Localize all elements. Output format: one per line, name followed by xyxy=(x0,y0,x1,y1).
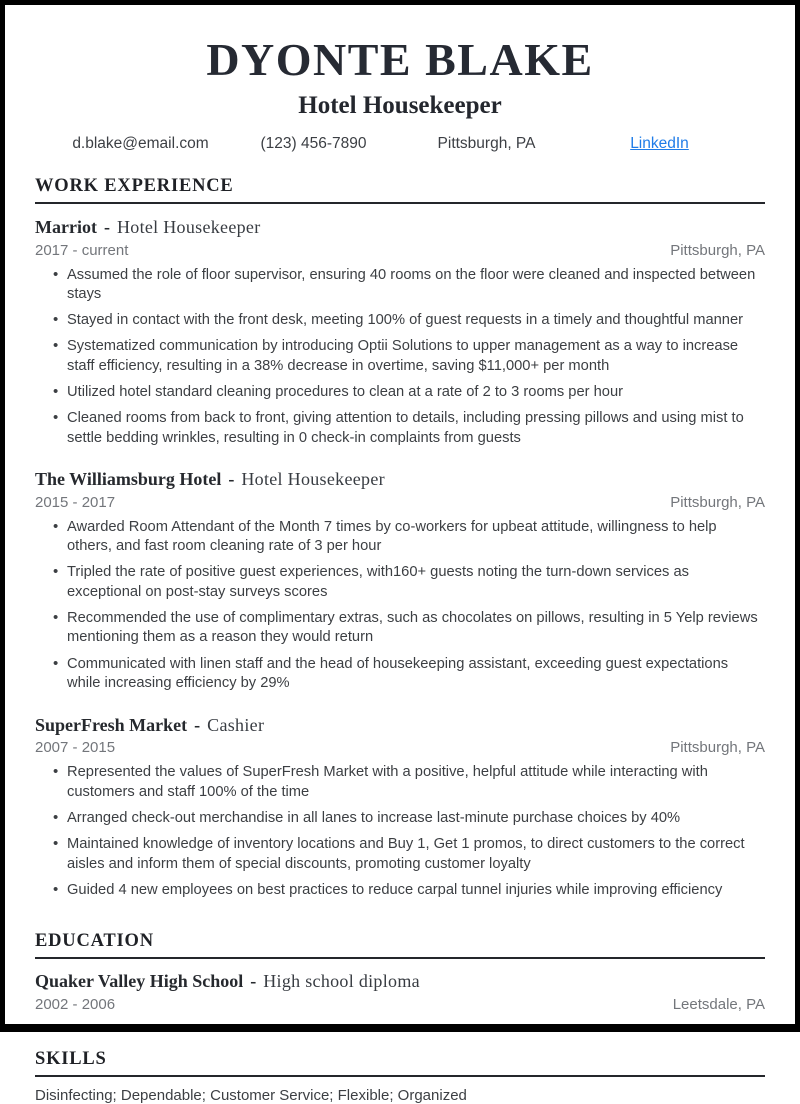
contact-linkedin xyxy=(573,135,746,153)
job-location: Pittsburgh, PA xyxy=(670,739,765,757)
bullet-item: • Stayed in contact with the front desk, meeting 100% of guest requests in a timely and thoughtful manner xyxy=(35,311,765,331)
bullet-item: • Maintained knowledge of inventory locations and Buy 1, Get 1 promos, to direct customers to the correct aisles and inform them of special discounts, promoting customer loyalty xyxy=(35,835,765,874)
bullet-item: • Assumed the role of floor supervisor, ensuring 40 rooms on the floor were cleaned and inspected between stays xyxy=(35,266,765,305)
bullet-item: • Awarded Room Attendant of the Month 7 times by co-workers for upbeat attitude, willingness to help others, and fast room cleaning rate of 3 per hour xyxy=(35,518,765,557)
job-entry-williamsburg-hotel xyxy=(35,469,765,694)
education-meta-row xyxy=(35,996,765,1013)
resume-header xyxy=(35,34,765,153)
title-separator: - xyxy=(194,714,201,735)
company-name: Marriot xyxy=(35,217,97,237)
bullet-item: • Represented the values of SuperFresh Market with a positive, helpful attitude while interacting with customers and staff 100% of the time xyxy=(35,763,765,802)
contact-email: d.blake@email.com xyxy=(72,135,209,152)
title-separator: - xyxy=(103,217,110,237)
contact-row xyxy=(54,135,746,153)
bullet-item: • Arranged check-out merchandise in all lanes to increase last-minute purchase choices by 40% xyxy=(35,809,765,829)
bullet-item: • Tripled the rate of positive guest experiences, with160+ guests noting the turn-down services as exceptional on post-stay surveys scores xyxy=(35,563,765,602)
work-experience-heading: WORK EXPERIENCE xyxy=(35,176,765,204)
bullet-item: • Guided 4 new employees on best practices to reduce carpal tunnel injuries while improving efficiency xyxy=(35,881,765,901)
job-role: Cashier xyxy=(207,714,265,735)
contact-phone: (123) 456-7890 xyxy=(260,135,367,152)
job-role: Hotel Housekeeper xyxy=(116,217,261,237)
linkedin-link[interactable]: LinkedIn xyxy=(630,135,689,152)
job-dates: 2017 - current xyxy=(35,241,129,259)
education-title-line xyxy=(35,971,765,992)
candidate-title: Hotel Housekeeper xyxy=(298,92,502,119)
job-entry-superfresh-market xyxy=(35,715,765,900)
education-entry xyxy=(35,971,765,1013)
degree-name: High school diploma xyxy=(263,971,420,992)
education-section xyxy=(35,931,765,1013)
job-location: Pittsburgh, PA xyxy=(670,493,765,511)
candidate-name: DYONTE BLAKE xyxy=(206,34,594,85)
job-location: Pittsburgh, PA xyxy=(670,241,765,259)
bullet-list xyxy=(35,266,765,448)
bullet-item: • Communicated with linen staff and the head of housekeeping assistant, exceeding guest expectations while increasing efficiency by 29% xyxy=(35,655,765,694)
education-location: Leetsdale, PA xyxy=(672,995,765,1013)
company-name: SuperFresh Market xyxy=(35,714,188,735)
job-title-line xyxy=(35,217,765,238)
job-title-line xyxy=(35,715,765,736)
job-dates: 2007 - 2015 xyxy=(35,739,116,757)
skills-list: Disinfecting; Dependable; Customer Service; Flexible; Organized xyxy=(35,1086,467,1104)
job-title-line xyxy=(35,469,765,490)
bullet-list xyxy=(35,763,765,900)
skills-section xyxy=(35,1049,765,1104)
skills-heading: SKILLS xyxy=(35,1049,765,1077)
bullet-item: • Recommended the use of complimentary extras, such as chocolates on pillows, resulting in 5 Yelp reviews mentioning them as a reason they would return xyxy=(35,609,765,648)
school-name: Quaker Valley High School xyxy=(35,971,244,992)
bullet-list xyxy=(35,518,765,694)
job-meta-row xyxy=(35,242,765,259)
title-separator: - xyxy=(228,469,235,490)
company-name: The Williamsburg Hotel xyxy=(35,469,222,490)
bullet-item: • Systematized communication by introducing Optii Solutions to upper management as a way to increase staff efficiency, resulting in a 38% decrease in overtime, saving $11,000+ per month xyxy=(35,337,765,376)
job-dates: 2015 - 2017 xyxy=(35,493,116,511)
bullet-item: • Utilized hotel standard cleaning procedures to clean at a rate of 2 to 3 rooms per hour xyxy=(35,383,765,403)
job-role: Hotel Housekeeper xyxy=(241,469,385,490)
education-heading: EDUCATION xyxy=(35,931,765,959)
title-separator: - xyxy=(250,971,257,992)
job-entry-marriot xyxy=(35,217,765,448)
contact-location: Pittsburgh, PA xyxy=(437,135,536,152)
work-experience-section xyxy=(35,176,765,900)
education-dates: 2002 - 2006 xyxy=(35,995,116,1013)
job-meta-row xyxy=(35,494,765,511)
job-meta-row xyxy=(35,739,765,756)
bullet-item: • Cleaned rooms from back to front, giving attention to details, including pressing pillows and using mist to settle bedding wrinkles, resulting in 0 check-in complaints from guests xyxy=(35,409,765,448)
